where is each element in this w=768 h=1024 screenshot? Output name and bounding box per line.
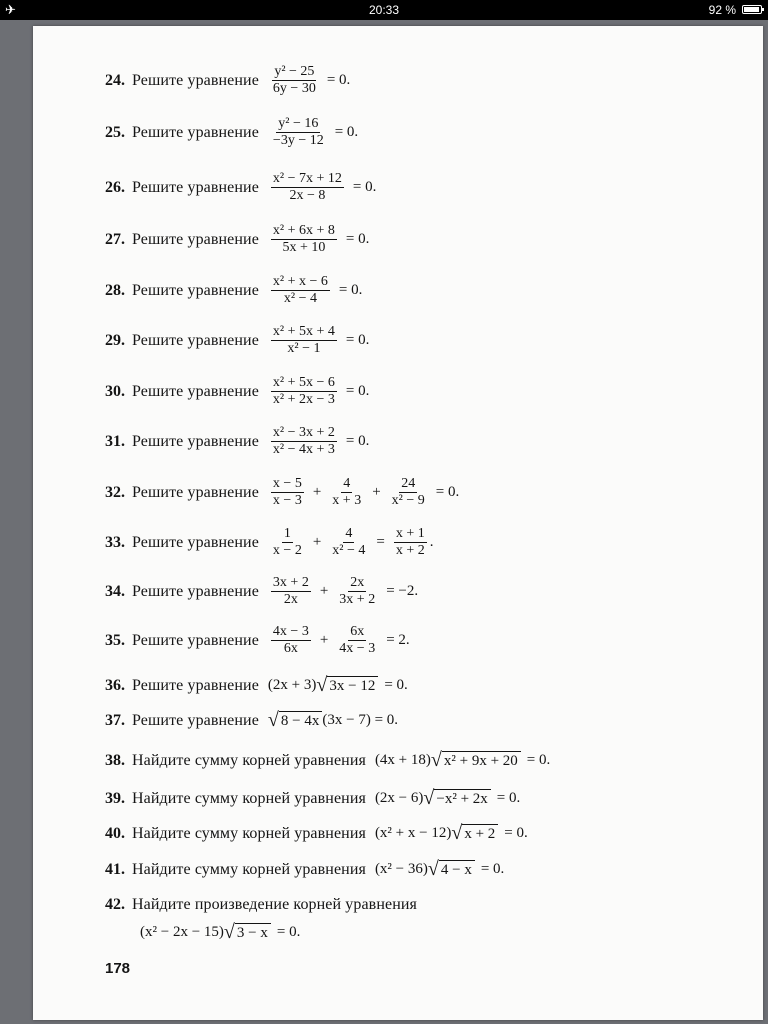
radicand: 3x − 12 — [327, 676, 378, 695]
fraction — [390, 476, 427, 509]
fraction — [271, 274, 330, 307]
battery-percent: 92 % — [708, 3, 736, 17]
problem-number: 29. — [105, 331, 125, 349]
denominator: x² − 4 — [332, 543, 366, 558]
numerator: 4 — [345, 526, 353, 541]
problem-text: Решите уравнение — [132, 483, 259, 501]
square-root — [224, 923, 271, 942]
denominator: x² − 4 — [283, 291, 317, 306]
problem-text: Решите уравнение — [132, 432, 259, 450]
problem-38 — [105, 751, 753, 770]
equation — [268, 711, 398, 730]
square-root — [451, 824, 498, 843]
denominator: x² − 1 — [287, 341, 321, 356]
equation — [375, 751, 556, 770]
fraction — [394, 526, 427, 559]
rhs: = 2. — [386, 632, 410, 648]
rhs: = 0. — [435, 484, 460, 500]
rhs: = 0. — [480, 861, 505, 877]
radical-sign-icon: √ — [451, 822, 463, 844]
denominator: 2x − 8 — [289, 188, 326, 203]
rhs: = 0. — [338, 282, 363, 298]
rhs: = 0. — [526, 752, 551, 768]
problem-text: Решите уравнение — [132, 331, 259, 349]
rhs: = 0. — [345, 231, 370, 247]
radicand: −x² + 2x — [434, 789, 490, 808]
problem-number: 39. — [105, 789, 125, 807]
numerator: 2x — [350, 575, 365, 590]
operator: + — [372, 484, 381, 500]
problem-text: Решите уравнение — [132, 676, 259, 694]
problem-text: Решите уравнение — [132, 71, 259, 89]
problem-35 — [105, 624, 753, 657]
square-root — [268, 711, 322, 730]
radical-sign-icon: √ — [427, 858, 439, 880]
numerator: x² − 7x + 12 — [272, 171, 342, 186]
problem-text: Решите уравнение — [132, 711, 259, 729]
problem-number: 41. — [105, 860, 125, 878]
equation — [268, 223, 375, 256]
equation — [268, 425, 375, 458]
numerator: x² + 5x − 6 — [272, 375, 335, 390]
square-root — [431, 751, 521, 770]
numerator: 24 — [401, 476, 416, 491]
problem-number: 26. — [105, 178, 125, 196]
airplane-mode-icon: ✈ — [5, 2, 16, 17]
problem-29 — [105, 324, 753, 357]
fraction — [337, 624, 377, 657]
problem-41 — [105, 860, 753, 879]
fraction — [271, 526, 304, 559]
radicand: x + 2 — [462, 824, 498, 843]
equation — [268, 476, 465, 509]
fraction — [271, 575, 311, 608]
rhs: = 0. — [345, 332, 370, 348]
denominator: x² + 2x − 3 — [272, 392, 335, 407]
radical-sign-icon: √ — [267, 709, 279, 731]
radicand: 4 − x — [439, 860, 475, 879]
equation — [268, 676, 414, 695]
operator: + — [319, 632, 329, 648]
denominator: x − 2 — [272, 543, 302, 558]
square-root — [423, 789, 490, 808]
denominator: x + 3 — [332, 493, 362, 508]
radical-sign-icon: √ — [223, 921, 235, 943]
problem-42 — [105, 896, 753, 914]
denominator: x + 2 — [395, 543, 425, 558]
numerator: x² + x − 6 — [272, 274, 328, 289]
problem-text: Решите уравнение — [132, 533, 259, 551]
prefix-factor: (2x − 6) — [374, 790, 424, 806]
fraction — [330, 476, 363, 509]
rhs: = 0. — [496, 790, 521, 806]
problem-number: 25. — [105, 123, 125, 141]
problem-33 — [105, 526, 753, 559]
numerator: x² + 6x + 8 — [272, 223, 335, 238]
square-root — [428, 860, 475, 879]
fraction — [330, 526, 367, 559]
numerator: x² + 5x + 4 — [272, 324, 335, 339]
prefix-factor: (2x + 3) — [267, 677, 317, 693]
problem-number: 37. — [105, 711, 125, 729]
problem-text: Решите уравнение — [132, 631, 259, 649]
operator: + — [312, 534, 322, 550]
problem-40 — [105, 824, 753, 843]
prefix-factor: (x² − 36) — [374, 861, 428, 877]
page-number: 178 — [105, 960, 131, 977]
fraction — [271, 425, 337, 458]
problem-text: Решите уравнение — [132, 582, 259, 600]
denominator: −3y − 12 — [272, 133, 324, 148]
rhs: . — [429, 534, 434, 550]
equation — [375, 789, 526, 808]
radical-sign-icon: √ — [423, 787, 435, 809]
radicand: x² + 9x + 20 — [442, 751, 521, 770]
equation — [268, 274, 368, 307]
equation — [375, 824, 534, 843]
numerator: x² − 3x + 2 — [272, 425, 335, 440]
problem-number: 42. — [105, 896, 125, 913]
problem-number: 34. — [105, 582, 125, 600]
problem-number: 36. — [105, 676, 125, 694]
battery-icon — [742, 5, 762, 14]
problem-text: Найдите сумму корней уравнения — [132, 751, 366, 769]
rhs: = 0. — [276, 924, 301, 940]
rhs: = 0. — [384, 677, 408, 693]
numerator: x − 5 — [272, 476, 302, 491]
problem-number: 24. — [105, 71, 125, 89]
denominator: 6x — [283, 641, 298, 656]
equation — [375, 860, 510, 879]
problem-text: Решите уравнение — [132, 123, 259, 141]
fraction — [271, 64, 318, 97]
equation — [268, 116, 364, 149]
denominator: 6y − 30 — [272, 81, 316, 96]
prefix-factor: (x² − 2x − 15) — [140, 924, 224, 940]
equation — [268, 575, 424, 608]
fraction — [271, 375, 337, 408]
equation — [268, 526, 434, 559]
rhs: = 0. — [345, 383, 370, 399]
rhs: = 0. — [504, 825, 528, 841]
problem-31 — [105, 425, 753, 458]
fraction — [271, 624, 311, 657]
rhs: = 0. — [334, 124, 359, 140]
problem-24 — [105, 64, 753, 97]
fraction — [337, 575, 377, 608]
rhs: (3x − 7) = 0. — [322, 712, 399, 728]
operator: + — [319, 583, 329, 599]
denominator: x² − 4x + 3 — [272, 442, 335, 457]
problem-text: Решите уравнение — [132, 382, 259, 400]
prefix-factor: (x² + x − 12) — [374, 825, 452, 841]
problem-number: 33. — [105, 533, 125, 551]
problem-28 — [105, 274, 753, 307]
problem-25 — [105, 116, 753, 149]
problem-32 — [105, 476, 753, 509]
denominator: x² − 9 — [391, 493, 425, 508]
problem-39 — [105, 789, 753, 808]
numerator: 4 — [343, 476, 351, 491]
status-time: 20:33 — [368, 3, 400, 17]
fraction — [271, 324, 337, 357]
equation — [268, 375, 375, 408]
problem-30 — [105, 375, 753, 408]
problem-text: Решите уравнение — [132, 230, 259, 248]
denominator: 4x − 3 — [339, 641, 376, 656]
rhs: = 0. — [326, 72, 351, 88]
problem-37 — [105, 711, 753, 730]
numerator: y² − 16 — [278, 116, 319, 131]
problem-text: Решите уравнение — [132, 281, 259, 299]
numerator: 1 — [283, 526, 291, 541]
numerator: y² − 25 — [274, 64, 315, 79]
numerator: 4x − 3 — [272, 624, 309, 639]
equation — [268, 324, 375, 357]
radicand: 8 − 4x — [279, 711, 322, 730]
problem-text: Найдите сумму корней уравнения — [132, 789, 366, 807]
radicand: 3 − x — [235, 923, 271, 942]
denominator: 5x + 10 — [282, 240, 326, 255]
problem-number: 32. — [105, 483, 125, 501]
equation — [268, 64, 356, 97]
problem-number: 30. — [105, 382, 125, 400]
equation — [268, 624, 416, 657]
problem-text: Найдите произведение корней уравнения — [132, 896, 417, 913]
fraction — [271, 116, 326, 149]
problem-number: 28. — [105, 281, 125, 299]
fraction — [271, 171, 344, 204]
problem-number: 27. — [105, 230, 125, 248]
radical-sign-icon: √ — [430, 749, 442, 771]
rhs: = 0. — [352, 179, 377, 195]
problem-number: 40. — [105, 824, 125, 842]
problem-text: Найдите сумму корней уравнения — [132, 860, 366, 878]
problem-text: Найдите сумму корней уравнения — [132, 824, 366, 842]
problem-36 — [105, 676, 753, 695]
problem-34 — [105, 575, 753, 608]
numerator: 6x — [350, 624, 365, 639]
problem-number: 31. — [105, 432, 125, 450]
problem-number: 38. — [105, 751, 125, 769]
denominator: x − 3 — [272, 493, 302, 508]
rhs: = 0. — [345, 433, 370, 449]
numerator: x + 1 — [395, 526, 425, 541]
square-root — [316, 676, 378, 695]
operator: = — [376, 534, 385, 550]
operator: + — [312, 484, 322, 500]
problem-27 — [105, 223, 753, 256]
problem-26 — [105, 171, 753, 204]
problem-text: Решите уравнение — [132, 178, 259, 196]
fraction — [271, 476, 304, 509]
status-bar — [0, 0, 768, 20]
rhs: = −2. — [386, 583, 419, 599]
problem-number: 35. — [105, 631, 125, 649]
denominator: 3x + 2 — [339, 592, 376, 607]
battery-level-fill — [744, 7, 759, 12]
radical-sign-icon: √ — [316, 674, 328, 696]
equation — [268, 171, 382, 204]
fraction — [271, 223, 337, 256]
book-page[interactable] — [33, 26, 763, 1020]
problem-42-equation — [140, 923, 306, 942]
prefix-factor: (4x + 18) — [374, 752, 431, 768]
numerator: 3x + 2 — [272, 575, 309, 590]
denominator: 2x — [283, 592, 298, 607]
